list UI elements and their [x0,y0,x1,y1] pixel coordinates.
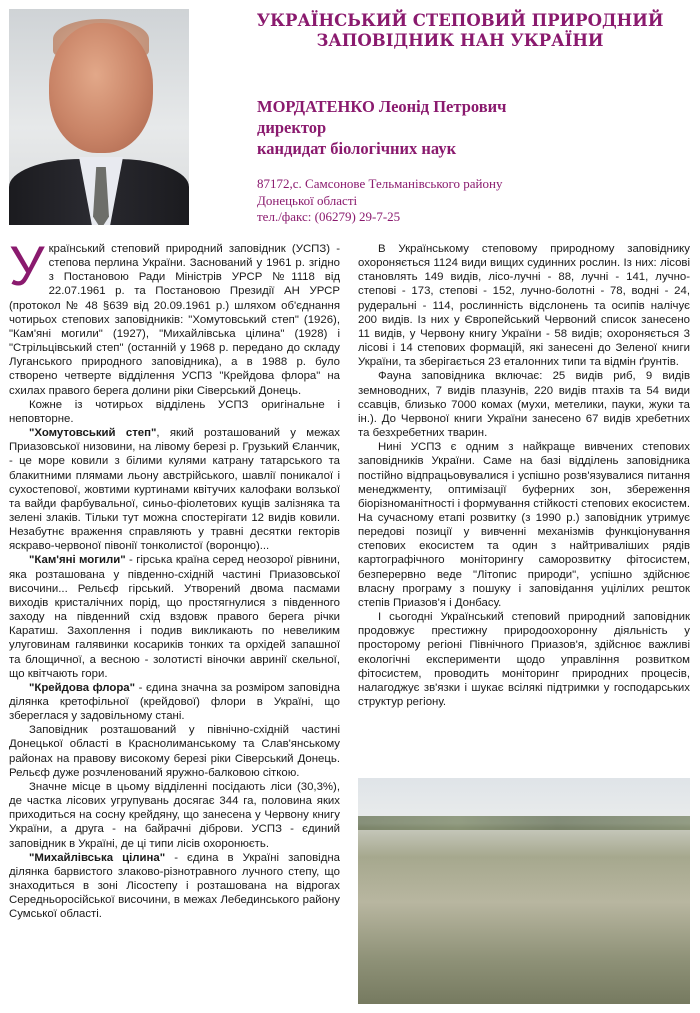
paragraph-today: І сьогодні Український степовий природний заповідник продовжує престижну природоохоронну діяльність у просторому регіоні Північного Приазов'я, здійснює важливі екологічні експерименти щодо управління розвитком фітосистем, проводить моніторинг природних процесів, налагоджує зв'язки і шукає всілякі підтримки у господарських структур регіону. [358,611,690,708]
person-position: директор [257,118,327,137]
contact-phone: тел./факс: (06279) 29-7-25 [257,209,401,224]
keyword: "Кам'яні могили" [29,554,126,567]
paragraph-fauna: Фауна заповідника включає: 25 видів риб, 9 видів земноводних, 7 видів плазунів, 220 видів птахів та 54 види ссавців, близько 7000 комах (мухи, метелики, пауки, жуки та ін.). До Червоної книги України занесено 67 видів хребетних та безхребетних тварин. [358,370,690,440]
keyword: "Хомутовський степ" [29,427,157,440]
page-title [230,11,690,51]
paragraph: Заповідник розташований у північно-східній частині Донецької області в Краснолиманському та Слав'янському районах на правову високому березі ріки Сіверський Донець. Рельєф дуже розчленований яружно-балковою сіткою. [9,724,340,779]
keyword: "Михайлівська цілина" [29,851,166,864]
paragraph: Значне місце в цьому відділенні посідають ліси (30,3%), де частка лісових угрупувань досягає 344 га, половина яких приходиться на сосну крейдяну, що занесена у Червону книгу України, а друга - на байрачні діброви. УСПЗ - єдиний заповідник в Україні, де ці типи лісів охоронюєть. [9,780,340,850]
paragraph-mykhailivska: "Михайлівська цілина" - єдина в Україні заповідна ділянка барвистого злаково-різнотравного лучного степу, що знаходиться в зоні Лісостепу і розташована на відрогах Середньоросійської височини, в межах Лебединського району Сумської області. [9,851,340,921]
paragraph-flora: В Українському степовому природному заповіднику охороняється 1124 види вищих судинних рослин. Із них: лісові становлять 149 видів, лісо-лучні - 88, лучні - 141, лучно-степові - 173, степові - 152, лучно-болотні - 78, водні - 24, рудеральні - 114, рослинність відслонень та осипів налічує 200 видів. Із них у Європейський Червоний список занесено 11 видів, у Червону книгу України - 58 видів; охороняється 3 лісові і 14 степових формацій, які занесені до Зеленої книги України, та зберігається 23 еталонних типи та відмін ґрунтів. [358,243,690,369]
drop-cap: У [9,234,45,297]
left-column [9,234,341,922]
person-degree: кандидат біологічних наук [257,139,457,158]
paragraph-khomutovsky: "Хомутовський степ", який розташований у межах Приазовської низовини, на лівому березі р. Грузький Єланчик, - це море ковили з білими кулями катрану татарського та блакитними плямами льону австрійського, шавлії поникалої і сухостепової, жовтими куртинами квітучих калофаки волзької та вайди фарбувальної, синьо-фіолетових кущів залізняка та зелені злаків. Тільки тут можна спостерігати 12 видів ковили. Незабутнє враження справляють у травні десятки гекторів яскраво-червоної півонії тонколистої (воронцю)... [9,427,340,553]
right-column [358,242,690,709]
contact-block [257,176,502,226]
paragraph-research: Нині УСПЗ є одним з найкраще вивчених степових заповідників України. Саме на базі відділень заповідника постійно відпрацьовувалися і успішно розв'язувалися питання менеджменту, оптимізації буферних зон, збереження біорізноманітності і формування стійкості степових екосистем. На сучасному етапі розвитку (з 1990 р.) заповідник утримує передові позиції у вивченні механізмів функціонування степових екосистем та один з найтриваліших рядів картографічного моніторингу саморозвитку фітосистем, безперервно веде "Літопис природи", успішно здійснює власну програму з пошуку і заповідання уцілілих решток степів Приазов'я і Донбасу. [358,441,690,609]
steppe-photo [358,778,690,1004]
intro-paragraph: Український степовий природний заповідник (УСПЗ) - степова перлина України. Заснований у 1961 р. згідно з Постановою Ради Міністрів УРСР №1118 від 22.07.1961 р. та Постановою Президії АН УРСР (протокол № 48 §639 від 20.09.1961 р.) шляхом об'єднання чотирьох степових заповідників: "Хомутовський степ" (1926), "Кам'яні могили" (1927), "Михайлівська цілина" (1928) і "Стрільцівський степ" (останній у 1968 р. передано до складу Луганського природного заповідника), а в 1988 р. було створено четверте відділення УСПЗ "Крейдова флора" на схилах правого берега долини ріки Сіверський Донець. [9,234,340,397]
paragraph-kreidova-flora: "Крейдова флора" - єдина значна за розміром заповідна ділянка кретофільної (крейдової) флори в Україні, що збереглася у задовільному стані. [9,681,341,723]
person-surname: МОРДАТЕНКО [257,97,375,116]
person-block [257,96,506,159]
person-given-names: Леонід Петрович [378,97,507,116]
paragraph-kamiani-mohyly: "Кам'яні могили" - гірська країна серед неозорої рівнини, яка розташована у південно-східній частині Приазовської височини... Рельєф гірський. Утворений двома пасмами виходів кристалічних порід, що простягнулися з південного заходу на південний схід вздовж правого берега річки Каратиш. Захоплення і подив викликають по невеликим улуговинам галявинки косариків тонких та орхідей запашної та блощичної, а весною - золотисті віночки авринії скельної, що квітчають гори. [9,554,340,680]
keyword: "Крейдова флора" [29,681,136,694]
paragraph: Кожне із чотирьох відділень УСПЗ оригінальне і неповторне. [9,398,340,425]
title-line-1: УКРАЇНСЬКИЙ СТЕПОВИЙ ПРИРОДНИЙ [256,11,664,30]
contact-line-2: Донецької області [257,192,358,208]
contact-line-1: 87172,с. Самсонове Тельманівського району [257,176,503,191]
title-line-2: ЗАПОВІДНИК НАН УКРАЇНИ [316,31,604,50]
director-portrait [9,9,189,225]
